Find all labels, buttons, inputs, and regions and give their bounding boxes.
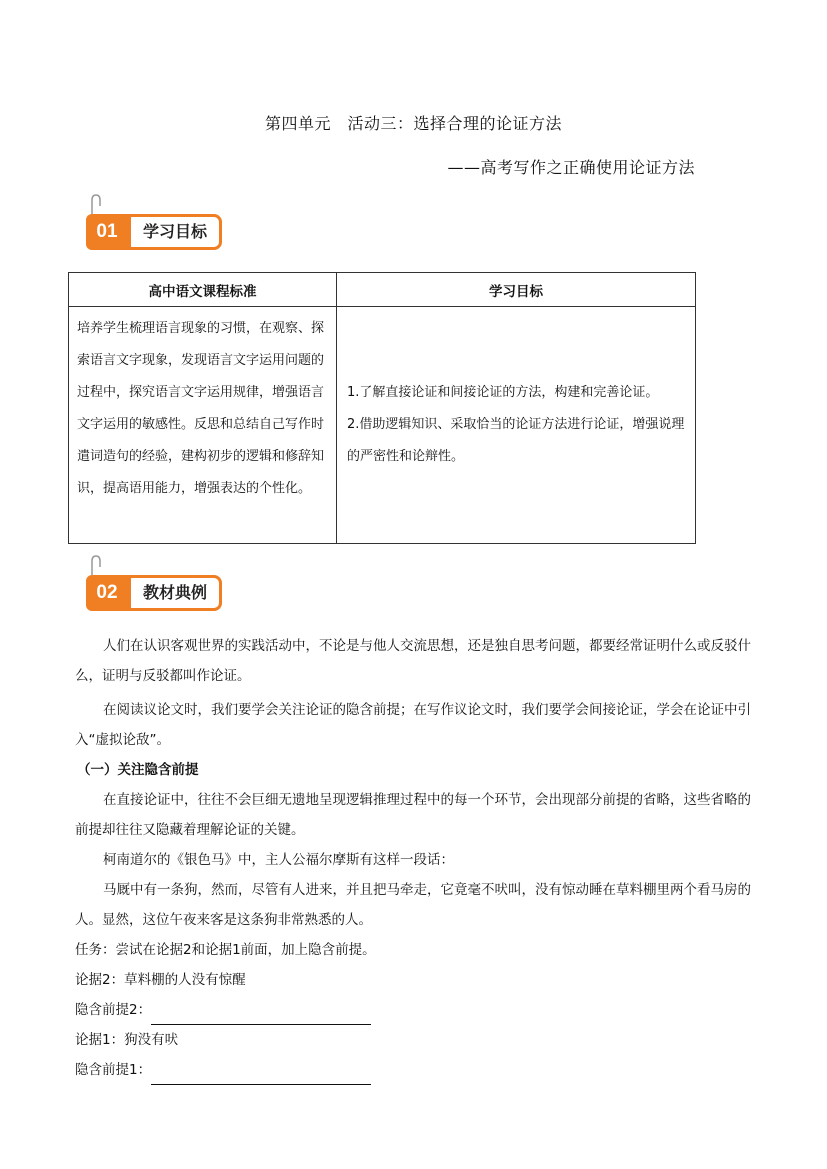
section-heading: （一）关注隐含前提: [77, 762, 199, 778]
clip-icon: [88, 555, 102, 575]
goals-cell: [337, 307, 696, 544]
table-header-row: [69, 273, 696, 307]
quote-paragraph: 马厩中有一条狗，然而，尽管有人进来，并且把马牵走，它竟毫不吠叫，没有惊动睡在草料棚里两个看马房的人。显然，这位午夜来客是这条狗非常熟悉的人。: [75, 882, 751, 928]
premise-1-row: [75, 1055, 755, 1085]
page-title: 第四单元 活动三：选择合理的论证方法: [264, 114, 562, 133]
standard-cell: 培养学生梳理语言现象的习惯，在观察、探索语言文字现象，发现语言文字运用问题的过程中，探究语言文字运用规律，增强语言文字运用的敏感性。反思和总结自己写作时遣词造句的经验，建构初步的逻辑和修辞知识，提高语用能力，增强表达的个性化。: [69, 307, 337, 544]
goal-item: 1.了解直接论证和间接论证的方法，构建和完善论证。: [347, 385, 659, 400]
premise-1-blank[interactable]: [151, 1066, 371, 1085]
goal-item: 2.借助逻辑知识、采取恰当的论证方法进行论证，增强说理的严密性和论辩性。: [347, 417, 685, 464]
table-header-standard: 高中语文课程标准: [69, 273, 337, 307]
task-text: 任务：尝试在论据2和论据1前面，加上隐含前提。: [75, 942, 376, 958]
paragraph: 在阅读议论文时，我们要学会关注论证的隐含前提；在写作议论文时，我们要学会间接论证，学会在论证中引入“虚拟论敌”。: [75, 702, 751, 748]
section-number: 02: [86, 575, 128, 611]
premise-2-row: [75, 995, 755, 1025]
paragraph: 在直接论证中，往往不会巨细无遗地呈现逻辑推理过程中的每一个环节，会出现部分前提的省略，这些省略的前提却往往又隐藏着理解论证的关键。: [75, 792, 751, 838]
paragraph: 柯南道尔的《银色马》中，主人公福尔摩斯有这样一段话：: [103, 852, 454, 868]
paragraph: 人们在认识客观世界的实践活动中，不论是与他人交流思想，还是独自思考问题，都要经常证明什么或反驳什么，证明与反驳都叫作论证。: [75, 638, 751, 684]
main-content: [75, 631, 755, 1085]
evidence-1: 论据1：狗没有吠: [75, 1032, 179, 1048]
table-header-goals: 学习目标: [337, 273, 696, 307]
section-label: 教材典例: [128, 575, 222, 611]
evidence-2: 论据2：草料棚的人没有惊醒: [75, 972, 246, 988]
premise-1-label: 隐含前提1：: [75, 1062, 152, 1078]
table-row: [69, 307, 696, 544]
premise-2-label: 隐含前提2：: [75, 1002, 152, 1018]
section-label: 学习目标: [128, 214, 222, 250]
premise-2-blank[interactable]: [151, 1006, 371, 1025]
goals-table: [68, 272, 696, 544]
page-subtitle: ——高考写作之正确使用论证方法: [447, 158, 695, 177]
section-number: 01: [86, 214, 128, 250]
clip-icon: [88, 194, 102, 214]
